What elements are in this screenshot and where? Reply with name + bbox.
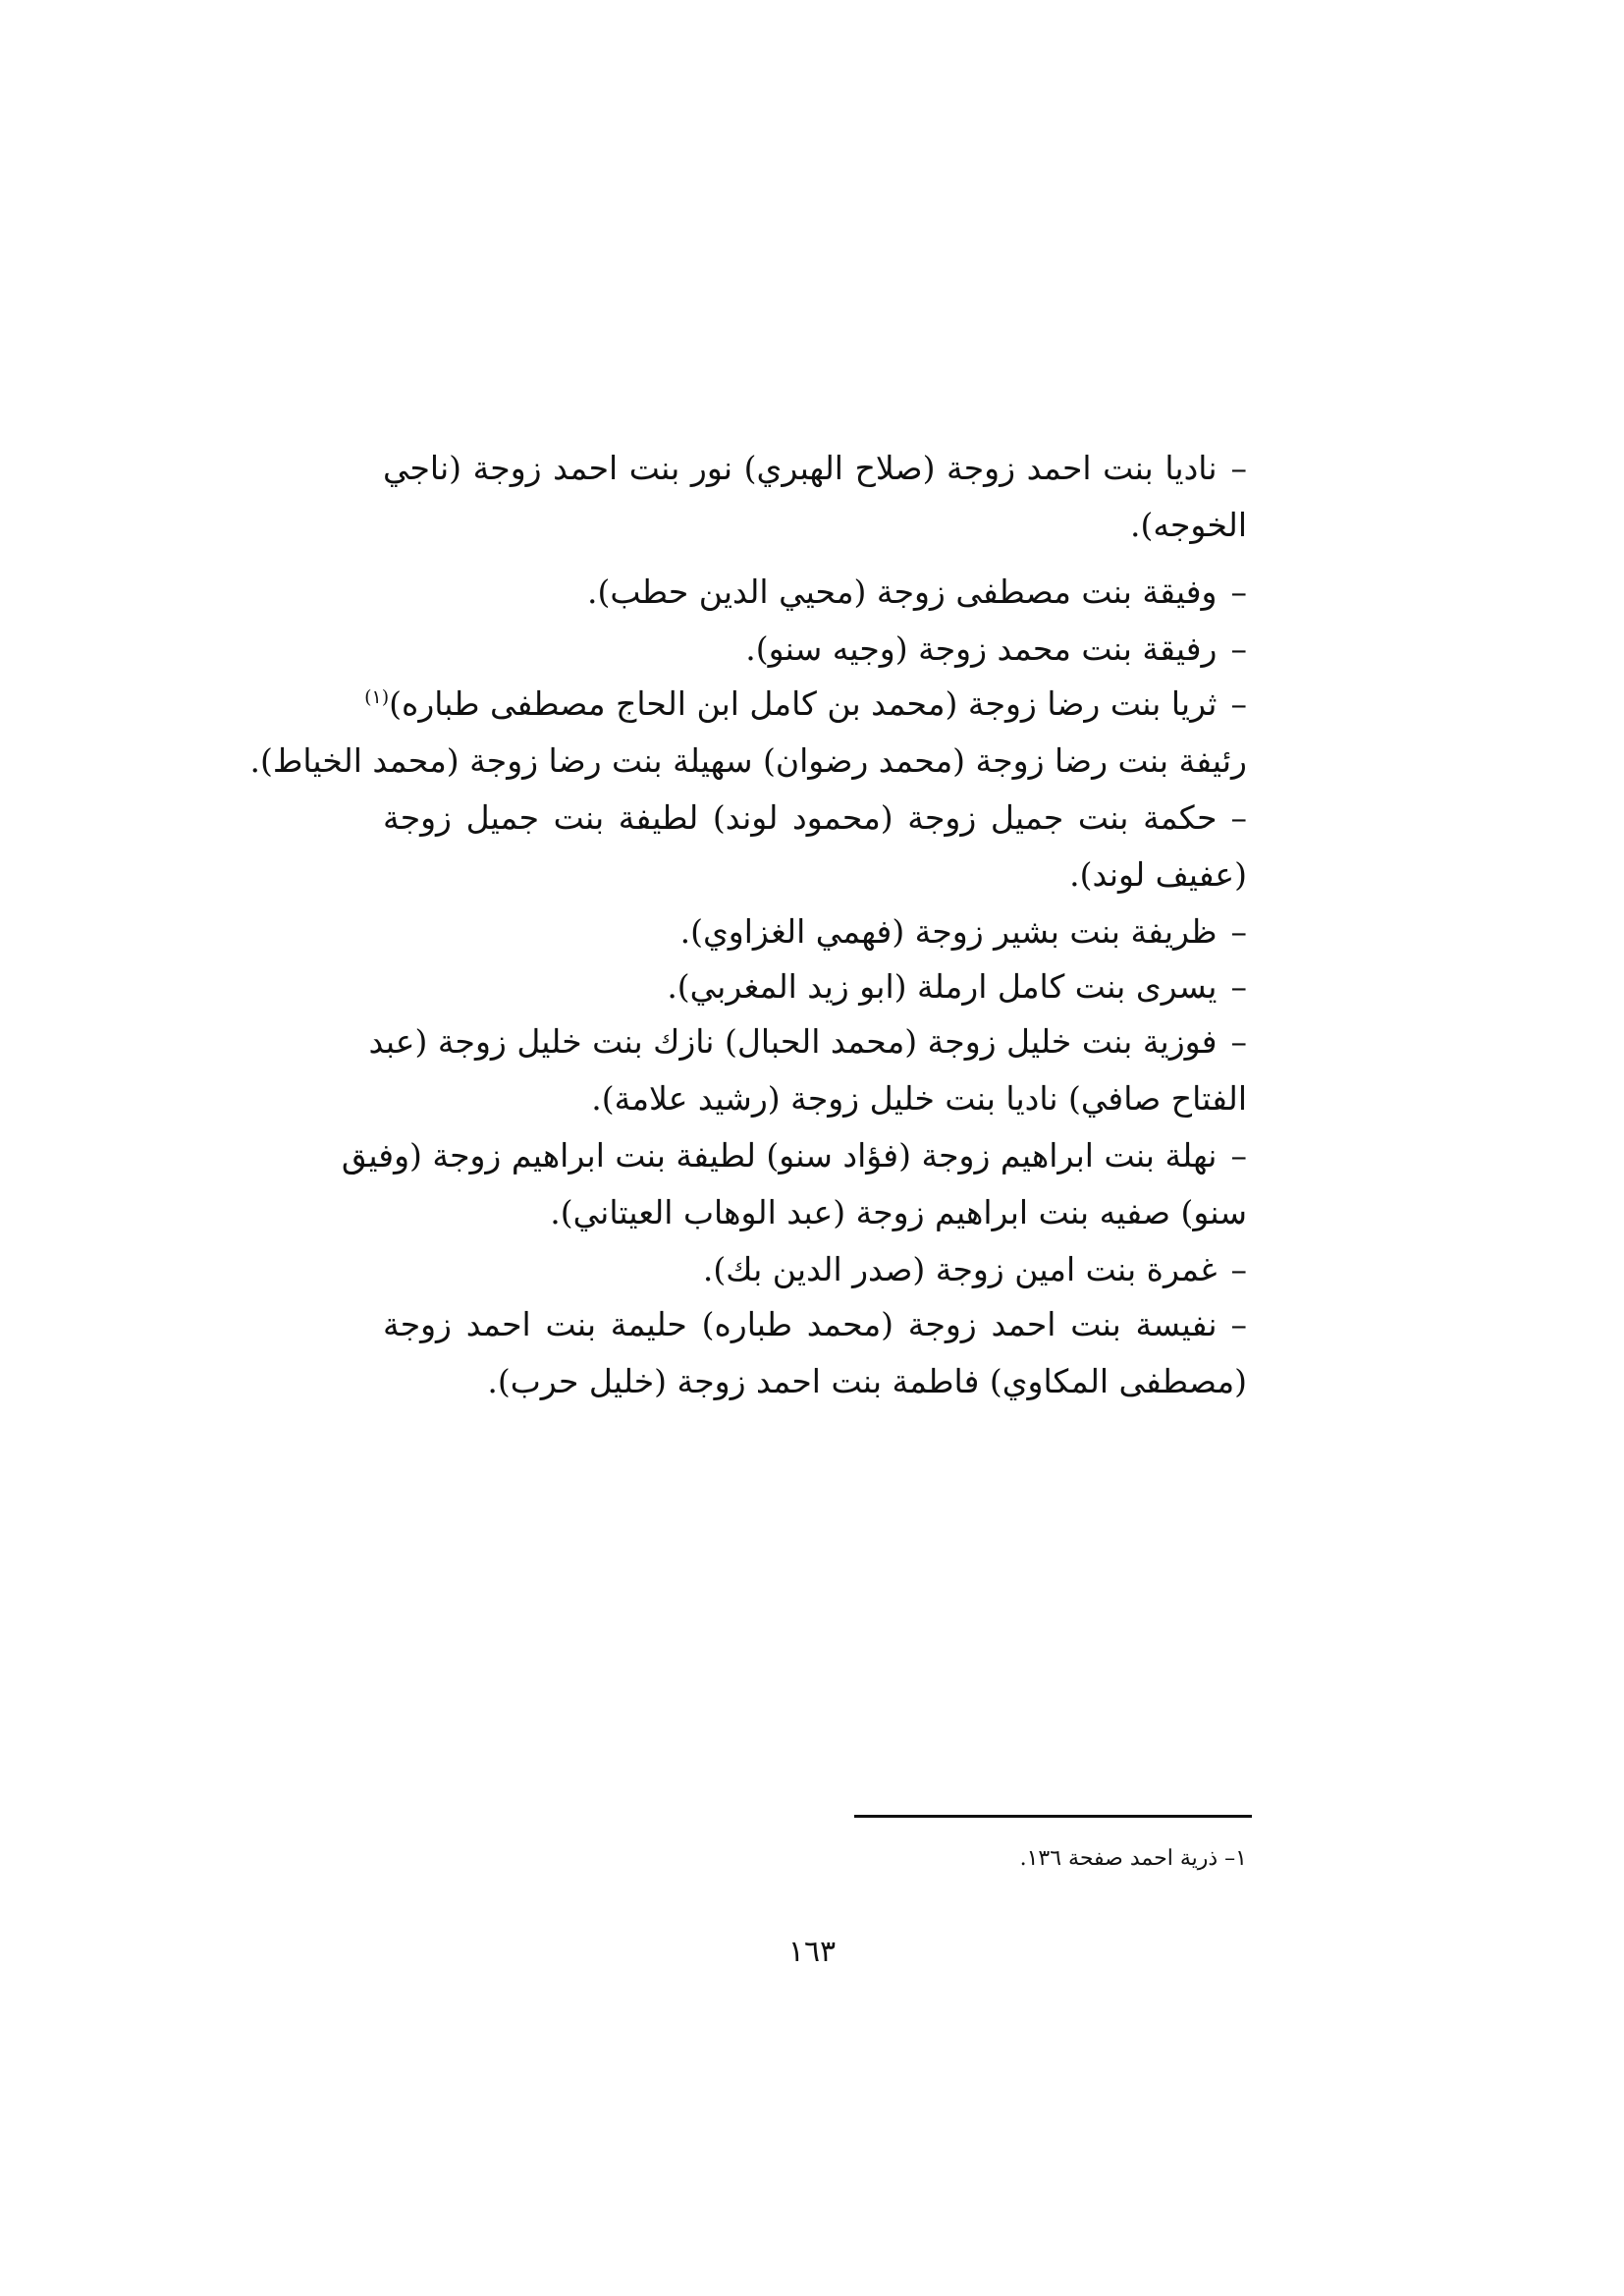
entry-dash: – bbox=[1230, 1250, 1247, 1288]
entry-8-line-2 bbox=[591, 1070, 1247, 1127]
entry-dash: – bbox=[1230, 1305, 1247, 1343]
entry-text: الخوجه). bbox=[1129, 506, 1247, 544]
entry-10-line-1 bbox=[703, 1241, 1247, 1298]
entry-text: سنو) صفيه بنت ابراهيم زوجة (عبد الوهاب العيتاني). bbox=[550, 1193, 1247, 1231]
entry-dash: – bbox=[1230, 573, 1247, 611]
entry-3-line-1 bbox=[745, 621, 1247, 678]
entry-dash: – bbox=[1230, 912, 1247, 951]
entry-7-line-1 bbox=[667, 958, 1247, 1015]
entry-1-line-2 bbox=[1130, 497, 1247, 554]
entry-4-line-2 bbox=[249, 733, 1247, 790]
entry-4-line-1 bbox=[364, 676, 1247, 733]
entry-9-line-2 bbox=[550, 1184, 1247, 1241]
entry-dash: – bbox=[1230, 967, 1247, 1006]
entry-5-line-1 bbox=[383, 790, 1247, 847]
entry-text: رفيقة بنت محمد زوجة (وجيه سنو). bbox=[745, 629, 1218, 668]
entry-dash: – bbox=[1230, 1136, 1247, 1175]
entry-6-line-1 bbox=[680, 903, 1247, 960]
entry-text: حكمة بنت جميل زوجة (محمود لوند) لطيفة بنت جميل زوجة bbox=[383, 798, 1218, 837]
entry-text: رئيفة بنت رضا زوجة (محمد رضوان) سهيلة بنت رضا زوجة (محمد الخياط). bbox=[249, 741, 1247, 780]
entry-text: فوزية بنت خليل زوجة (محمد الحبال) نازك بنت خليل زوجة (عبد bbox=[368, 1022, 1218, 1061]
entry-dash: – bbox=[1230, 684, 1247, 723]
entry-text: ظريفة بنت بشير زوجة (فهمي الغزاوي). bbox=[679, 912, 1218, 951]
entry-dash: – bbox=[1230, 629, 1247, 668]
footnote-rule bbox=[854, 1815, 1252, 1818]
entry-11-line-1 bbox=[383, 1296, 1247, 1353]
entry-11-line-2 bbox=[487, 1353, 1247, 1410]
page-number: ١٦٣ bbox=[787, 1935, 837, 1969]
entry-5-line-2 bbox=[1069, 847, 1247, 903]
entry-dash: – bbox=[1230, 449, 1247, 487]
entry-text: ناديا بنت احمد زوجة (صلاح الهبري) نور بنت احمد زوجة (ناجي bbox=[383, 449, 1218, 487]
entry-text: نفيسة بنت احمد زوجة (محمد طباره) حليمة بنت احمد زوجة bbox=[383, 1305, 1218, 1343]
entry-text: يسرى بنت كامل ارملة (ابو زيد المغربي). bbox=[667, 967, 1218, 1006]
entry-dash: – bbox=[1230, 798, 1247, 837]
footnote: ١– ذرية احمد صفحة ١٣٦. bbox=[1019, 1846, 1247, 1871]
entry-8-line-1 bbox=[368, 1013, 1247, 1070]
entry-1-line-1 bbox=[383, 440, 1247, 497]
entry-text: وفيقة بنت مصطفى زوجة (محيي الدين حطب). bbox=[587, 573, 1218, 611]
entry-text: الفتاح صافي) ناديا بنت خليل زوجة (رشيد علامة). bbox=[591, 1079, 1247, 1118]
entry-dash: – bbox=[1230, 1022, 1247, 1061]
entry-text: (مصطفى المكاوي) فاطمة بنت احمد زوجة (خليل حرب). bbox=[487, 1362, 1247, 1400]
entry-text: ثريا بنت رضا زوجة (محمد بن كامل ابن الحاج مصطفى طباره) bbox=[389, 684, 1218, 723]
entry-text: (عفيف لوند). bbox=[1069, 855, 1247, 894]
entry-2-line-1 bbox=[587, 564, 1247, 621]
footnote-reference: (١) bbox=[364, 686, 390, 708]
entry-text: غمرة بنت امين زوجة (صدر الدين بك). bbox=[702, 1250, 1218, 1288]
entry-9-line-1 bbox=[341, 1127, 1247, 1184]
entry-text: نهلة بنت ابراهيم زوجة (فؤاد سنو) لطيفة بنت ابراهيم زوجة (وفيق bbox=[341, 1136, 1218, 1175]
